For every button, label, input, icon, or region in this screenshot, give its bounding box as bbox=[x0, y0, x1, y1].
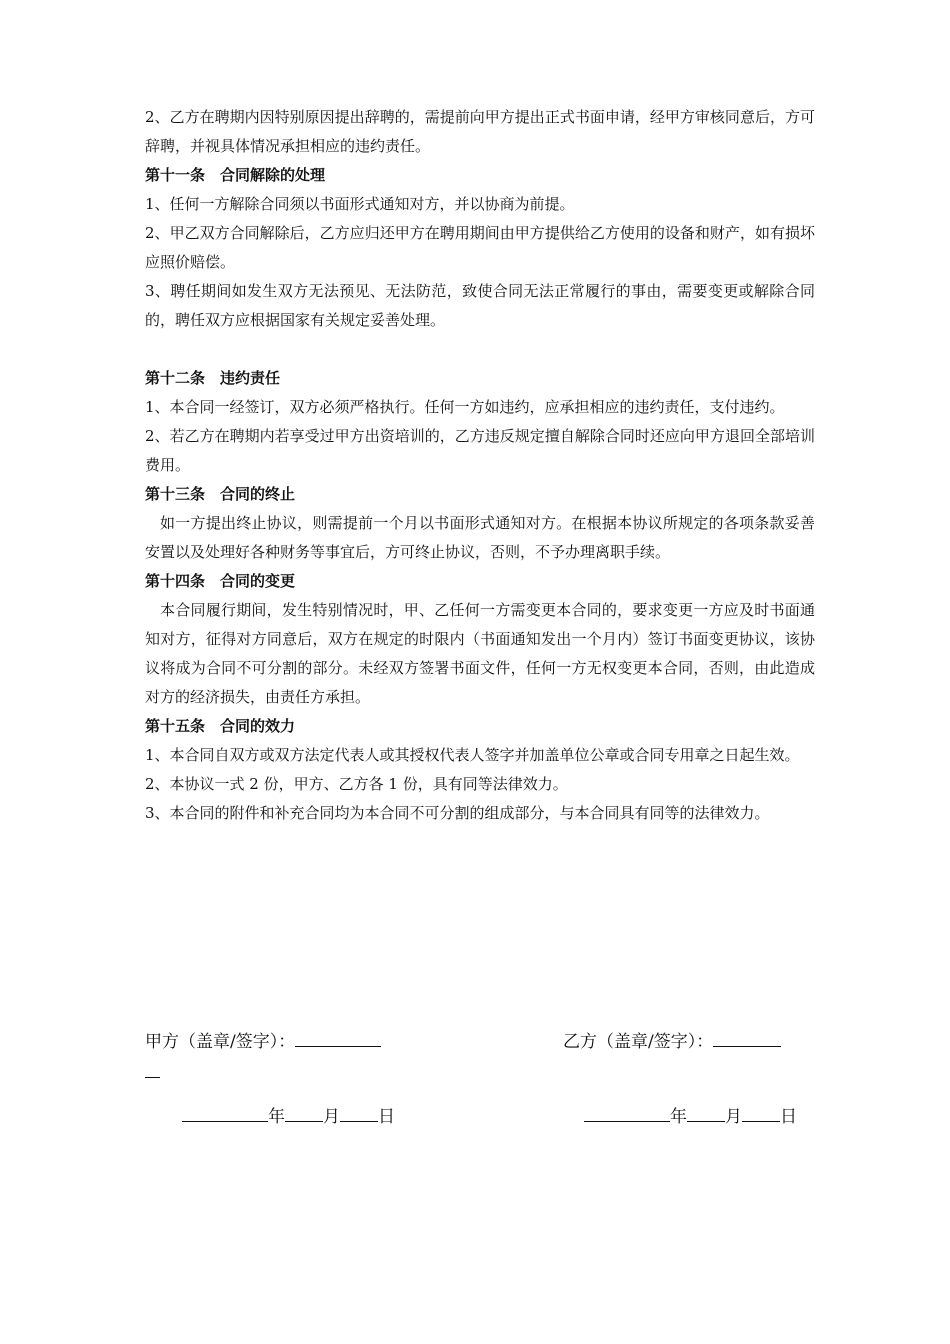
article-11-item-3: 3、聘任期间如发生双方无法预见、无法防范，致使合同无法正常履行的事由，需要变更或解除合同的，聘任双方应根据国家有关规定妥善处理。 bbox=[145, 282, 815, 329]
party-a-date bbox=[182, 1104, 395, 1129]
article-11-item-2: 2、甲乙双方合同解除后，乙方应归还甲方在聘用期间由甲方提供给乙方使用的设备和财产，如有损坏应照价赔偿。 bbox=[145, 224, 815, 271]
party-b-date bbox=[584, 1104, 797, 1129]
contract-body bbox=[145, 103, 815, 828]
party-b-month-blank[interactable] bbox=[687, 1104, 725, 1122]
party-b-label: 乙方（盖章/签字）： bbox=[563, 1032, 714, 1052]
party-a-label: 甲方（盖章/签字）： bbox=[145, 1032, 296, 1052]
article-14-heading: 第十四条 合同的变更 bbox=[145, 572, 296, 590]
article-13-body: 如一方提出终止协议，则需提前一个月以书面形式通知对方。在根据本协议所规定的各项条款妥善安置以及处理好各种财务等事宜后，方可终止协议，否则，不予办理离职手续。 bbox=[145, 514, 815, 561]
party-a-signature bbox=[145, 1029, 381, 1054]
party-b-year-label: 年 bbox=[670, 1107, 687, 1127]
article-11-heading: 第十一条 合同解除的处理 bbox=[145, 166, 326, 184]
article-13-heading: 第十三条 合同的终止 bbox=[145, 485, 296, 503]
article-15-item-1: 1、本合同自双方或双方法定代表人或其授权代表人签字并加盖单位公章或合同专用章之日起生效。 bbox=[145, 746, 800, 764]
party-a-signature-blank-continued[interactable] bbox=[145, 1060, 160, 1078]
party-b-year-blank[interactable] bbox=[584, 1104, 670, 1122]
party-a-month-blank[interactable] bbox=[285, 1104, 323, 1122]
article-12-heading: 第十二条 违约责任 bbox=[145, 369, 281, 387]
party-a-signature-blank[interactable] bbox=[295, 1029, 381, 1047]
party-a-year-blank[interactable] bbox=[182, 1104, 268, 1122]
party-a-day-blank[interactable] bbox=[340, 1104, 378, 1122]
party-a-month-label: 月 bbox=[323, 1107, 340, 1127]
party-b-signature bbox=[563, 1029, 781, 1054]
clause-10-item-2: 2、乙方在聘期内因特别原因提出辞聘的，需提前向甲方提出正式书面申请，经甲方审核同意后，方可辞聘，并视具体情况承担相应的违约责任。 bbox=[145, 108, 815, 155]
article-12-item-2: 2、若乙方在聘期内若享受过甲方出资培训的，乙方违反规定擅自解除合同时还应向甲方退回全部培训费用。 bbox=[145, 427, 815, 474]
article-15-item-2: 2、本协议一式 2 份，甲方、乙方各 1 份，具有同等法律效力。 bbox=[145, 775, 568, 793]
party-b-month-label: 月 bbox=[725, 1107, 742, 1127]
blank-line bbox=[145, 335, 815, 364]
party-b-signature-blank[interactable] bbox=[713, 1029, 781, 1047]
party-a-year-label: 年 bbox=[268, 1107, 285, 1127]
article-11-item-1: 1、任何一方解除合同须以书面形式通知对方，并以协商为前提。 bbox=[145, 195, 575, 213]
party-b-day-label: 日 bbox=[780, 1107, 797, 1127]
party-b-day-blank[interactable] bbox=[742, 1104, 780, 1122]
party-a-signature-blank-wrap bbox=[145, 1060, 160, 1085]
article-14-body: 本合同履行期间，发生特别情况时，甲、乙任何一方需变更本合同的，要求变更一方应及时书面通知对方，征得对方同意后，双方在规定的时限内（书面通知发出一个月内）签订书面变更协议，该协议将成为合同不可分割的部分。未经双方签署书面文件，任何一方无权变更本合同，否则，由此造成对方的经济损失，由责任方承担。 bbox=[145, 601, 815, 706]
party-a-day-label: 日 bbox=[378, 1107, 395, 1127]
article-15-item-3: 3、本合同的附件和补充合同均为本合同不可分割的组成部分，与本合同具有同等的法律效力。 bbox=[145, 804, 770, 822]
article-12-item-1: 1、本合同一经签订，双方必须严格执行。任何一方如违约，应承担相应的违约责任，支付违约。 bbox=[145, 398, 785, 416]
article-15-heading: 第十五条 合同的效力 bbox=[145, 717, 296, 735]
